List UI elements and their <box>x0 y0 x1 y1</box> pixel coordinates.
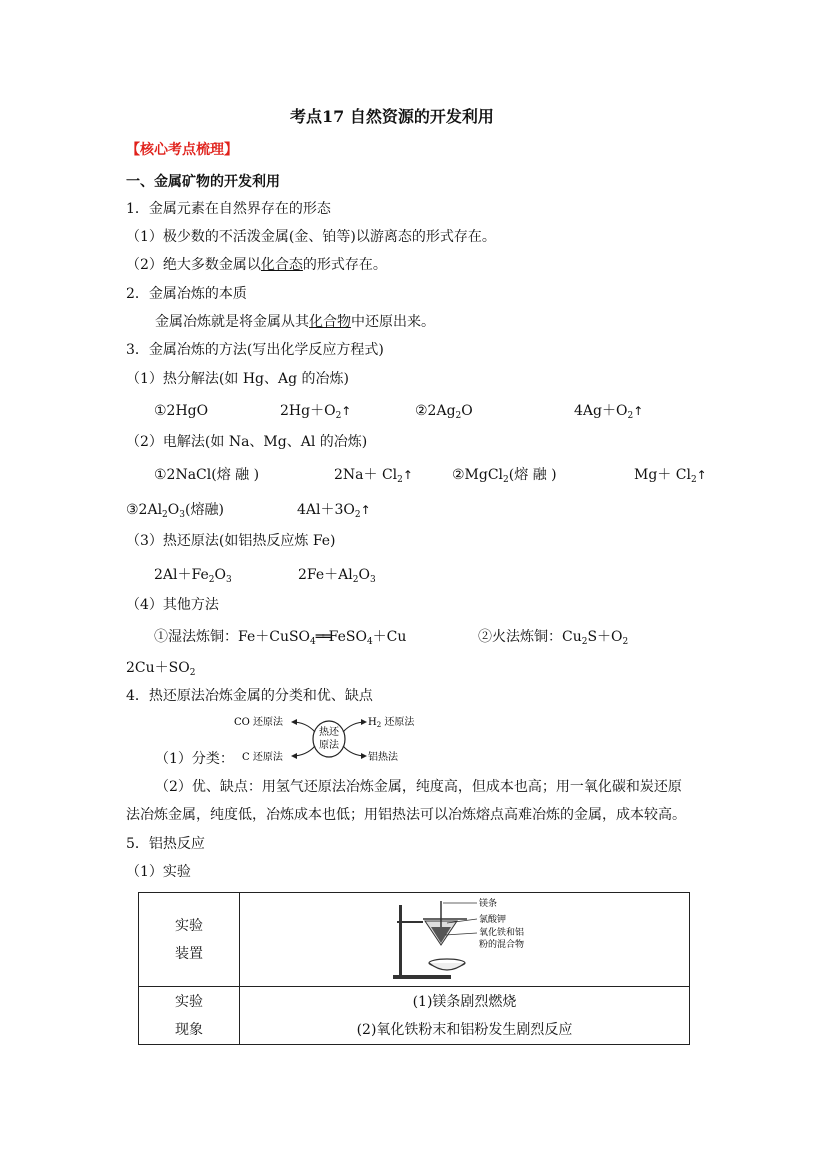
reaction3-left: ①2NaCl(熔 融 ) <box>154 467 260 483</box>
r4r-sub: 2 <box>690 475 697 485</box>
table-row <box>139 987 690 1045</box>
row2-label-1: 实验 <box>175 993 203 1010</box>
row1-label-2: 装置 <box>175 945 203 962</box>
reaction2-right <box>574 402 643 420</box>
r2-text2: O <box>461 403 473 419</box>
item2-heading: 2．金属冶炼的本质 <box>126 286 247 302</box>
r4-text: ②MgCl <box>452 467 504 483</box>
item2-line-underlined: 化合物 <box>309 314 351 330</box>
r2r-sub: 2 <box>627 411 634 421</box>
item1-line1: （1）极少数的不活泼金属(金、铂等)以游离态的形式存在。 <box>126 229 496 245</box>
part1-title: 一、金属矿物的开发利用 <box>126 174 280 190</box>
reaction4-right <box>634 466 707 484</box>
h2-label-post: 还原法 <box>381 717 415 728</box>
page-title: 考点17 自然资源的开发利用 <box>290 107 494 126</box>
item1-line2-pre: （2）绝大多数金属以 <box>126 257 261 273</box>
reaction4-left <box>452 466 557 484</box>
r4-text2: (熔 融 ) <box>508 467 557 483</box>
item4-heading: 4．热还原法冶炼金属的分类和优、缺点 <box>126 688 373 704</box>
item5-heading: 5．铝热反应 <box>126 836 205 852</box>
c-label: C 还原法 <box>242 752 283 763</box>
co-label: CO 还原法 <box>234 717 284 728</box>
item2-line-pre: 金属冶炼就是将金属从其 <box>155 314 309 330</box>
r5-sub2: 3 <box>179 510 185 520</box>
gas-arrow: ↑ <box>402 468 413 482</box>
item5-sub1: （1）实验 <box>126 864 191 880</box>
r2-text: ②2Ag <box>415 403 456 419</box>
al-label: 铝热法 <box>368 752 398 763</box>
reaction3-right <box>334 466 413 484</box>
apparatus-label-mix1: 氧化铁和铝 <box>478 927 524 938</box>
reduction-diagram <box>226 710 446 768</box>
reaction8-left <box>478 628 628 646</box>
apparatus-label-cell <box>139 893 240 987</box>
item1-line2-post: 的形式存在。 <box>302 257 387 273</box>
center-line1: 热还 <box>319 727 339 738</box>
r8-sub: 2 <box>581 637 588 647</box>
reaction1-left: ①2HgO <box>154 403 209 419</box>
section-header: 【核心考点梳理】 <box>126 142 238 158</box>
arrow-h2 <box>343 722 366 732</box>
pros-line2: 法冶炼金属，纯度低，冶炼成本也低；用铝热法可以冶炼熔点高难冶炼的金属，成本较高。 <box>126 807 686 823</box>
r3-sub: 2 <box>397 475 403 485</box>
r6r-text2: O <box>358 567 370 583</box>
reaction2-left <box>415 402 473 420</box>
item2-line-post: 中还原出来。 <box>351 314 435 330</box>
gas-arrow: ↑ <box>360 503 371 517</box>
gas-arrow: ↑ <box>341 404 352 418</box>
reaction5-left <box>126 501 224 519</box>
h2-label-sub: 2 <box>376 721 382 729</box>
apparatus-cell <box>240 893 690 987</box>
r6r-text: 2Fe＋Al <box>298 567 353 583</box>
r7-text2: FeSO <box>328 629 367 645</box>
arrow-al <box>343 746 366 756</box>
h2-label <box>368 715 415 729</box>
observation-2: (2)氧化铁粉末和铝粉发生剧烈反应 <box>356 1021 573 1038</box>
r5r-text: 4Al＋3O <box>297 502 355 518</box>
r1-sub: 2 <box>335 411 342 421</box>
apparatus-image <box>385 897 545 983</box>
r5-text: ③2Al <box>126 502 163 518</box>
r2r-text: 4Ag＋O <box>574 403 628 419</box>
r5-sub: 2 <box>162 510 168 520</box>
arrow-co <box>292 722 315 732</box>
center-line2: 原法 <box>319 740 339 751</box>
item1-line2 <box>126 256 387 274</box>
apparatus-label-kclo3: 氯酸钾 <box>478 914 506 925</box>
r8-text2: S＋O <box>587 629 623 645</box>
r2-sub: 2 <box>455 411 462 421</box>
table-row <box>139 893 690 987</box>
r5-text2: O <box>167 502 180 518</box>
pros-line1: （2）优、缺点：用氢气还原法冶炼金属，纯度高，但成本也高；用一氧化碳和炭还原 <box>155 779 682 795</box>
r5-text3: (熔融) <box>185 502 224 518</box>
item2-line <box>155 313 435 331</box>
row2-label-2: 现象 <box>175 1021 203 1038</box>
reaction1-right <box>280 402 351 420</box>
r7-sub2: 4 <box>366 637 373 647</box>
h2-label-pre: H <box>368 717 377 728</box>
observation-label-cell <box>139 987 240 1045</box>
reaction6-right <box>298 566 376 584</box>
observation-1: (1)镁条剧烈燃烧 <box>412 993 517 1010</box>
r3-text: 2Na＋ Cl <box>334 467 398 483</box>
r8r-sub: 2 <box>189 668 196 678</box>
observation-cell <box>240 987 690 1045</box>
r7-text3: ＋Cu <box>372 629 407 645</box>
classify-label: （1）分类： <box>155 751 234 767</box>
method2-title: （2）电解法(如 Na、Mg、Al 的冶炼) <box>126 434 368 450</box>
apparatus-label-mix2: 粉的混合物 <box>478 939 524 950</box>
experiment-table <box>138 892 690 1045</box>
r1-text: 2Hg＋O <box>280 403 336 419</box>
r4r-text: Mg＋ Cl <box>634 467 691 483</box>
method1-title: （1）热分解法(如 Hg、Ag 的冶炼) <box>126 371 349 387</box>
reaction6-left <box>154 566 232 584</box>
r6-text: 2Al＋Fe <box>154 567 209 583</box>
r8-text: ②火法炼铜：Cu <box>478 629 582 645</box>
item3-heading: 3．金属冶炼的方法(写出化学反应方程式) <box>126 342 384 358</box>
r4-sub: 2 <box>503 475 509 485</box>
r6-text2: O <box>214 567 226 583</box>
r7-text: ①湿法炼铜：Fe＋CuSO <box>154 629 311 645</box>
method3-title: （3）热还原法(如铝热反应炼 Fe) <box>126 533 336 549</box>
item1-line2-underlined: 化合态 <box>260 257 303 273</box>
r6-sub2: 3 <box>225 575 232 585</box>
reaction8-right <box>126 659 195 677</box>
reaction5-right <box>297 501 371 519</box>
equals-sign: ══ <box>315 629 329 645</box>
r6r-sub: 2 <box>352 575 359 585</box>
arrow-c <box>292 746 315 756</box>
method4-title: （4）其他方法 <box>126 597 219 613</box>
apparatus-label-mg: 镁条 <box>478 898 497 909</box>
r5r-sub: 2 <box>354 510 361 520</box>
reaction7 <box>154 628 406 646</box>
r7-sub: 4 <box>310 637 316 647</box>
r8-sub2: 2 <box>622 637 629 647</box>
gas-arrow: ↑ <box>696 468 707 482</box>
gas-arrow: ↑ <box>633 404 644 418</box>
r6-sub: 2 <box>208 575 215 585</box>
r8r-text: 2Cu＋SO <box>126 660 190 676</box>
item1-heading: 1．金属元素在自然界存在的形态 <box>126 201 331 217</box>
r6r-sub2: 3 <box>369 575 376 585</box>
row1-label-1: 实验 <box>175 917 203 934</box>
